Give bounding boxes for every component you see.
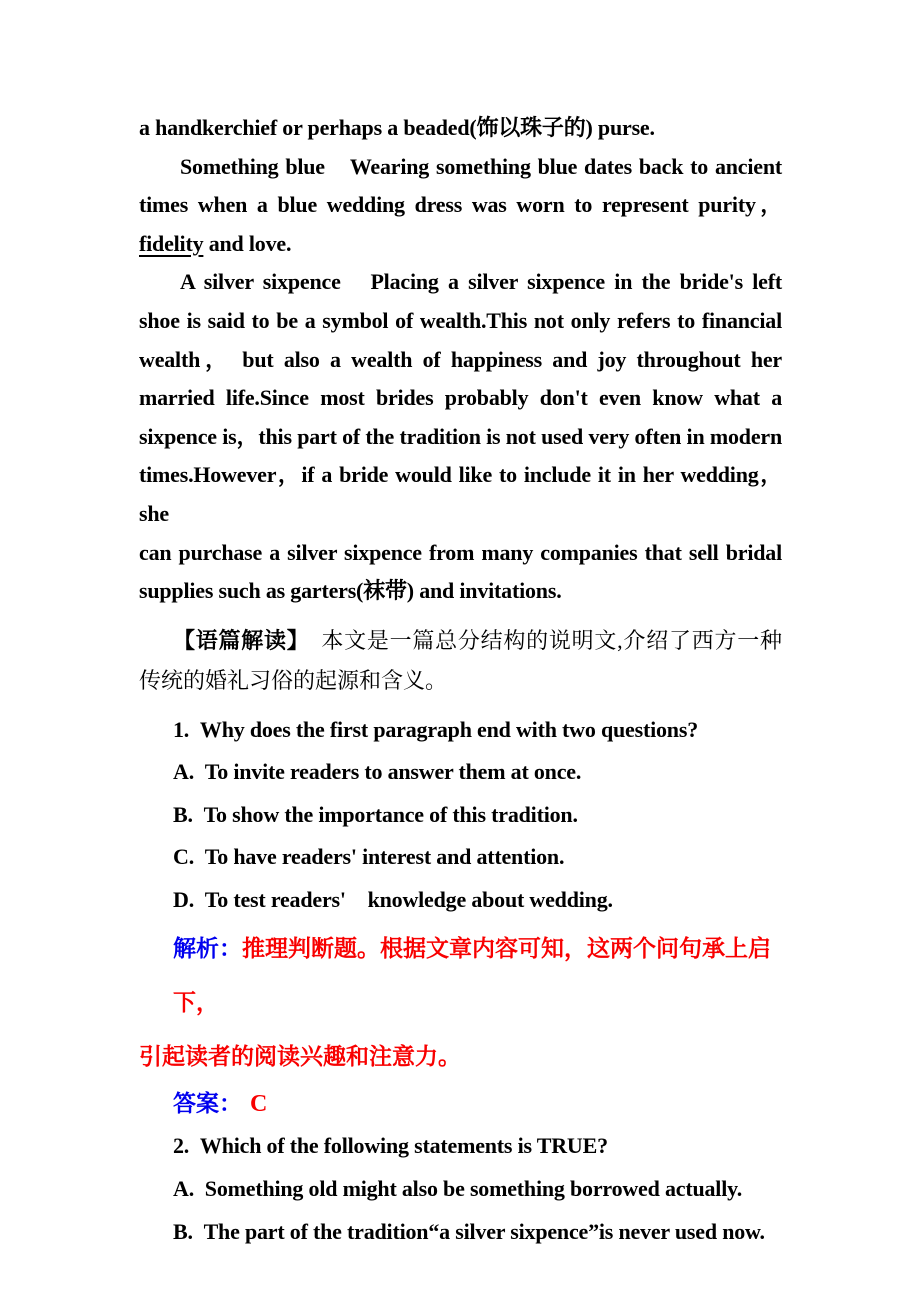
summary-label: 【语篇解读】 [173, 627, 299, 653]
underlined-word: fidelity [139, 230, 204, 256]
question-2-stem: 2. Which of the following statements is TRUE? [173, 1133, 608, 1159]
passage-line: times when a blue wedding dress was worn to represent purity， [139, 192, 782, 218]
passage-line: married life.Since most brides probably don't even know what a [139, 385, 782, 411]
reading-passage [139, 109, 782, 611]
passage-line: Something blue Wearing something blue dates back to ancient [180, 153, 782, 179]
question-1-option-a: A. To invite readers to answer them at once. [173, 759, 582, 785]
question-1-option-c: C. To have readers' interest and attention. [173, 844, 565, 870]
passage-line: wealth， but also a wealth of happiness and joy throughout her [139, 346, 782, 372]
analysis-line: 引起读者的阅读兴趣和注意力。 [139, 1043, 461, 1070]
passage-line: A silver sixpence Placing a silver sixpence in the bride's left [180, 269, 782, 295]
answer-letter: C [250, 1091, 268, 1118]
answer-label: 答案： [173, 1090, 242, 1117]
question-1-option-d: D. To test readers' knowledge about wedding. [173, 886, 613, 912]
question-1-option-b: B. To show the importance of this tradition. [173, 801, 578, 827]
summary-line: 传统的婚礼习俗的起源和含义。 [139, 667, 448, 693]
analysis-label: 解析： [173, 935, 242, 962]
question-2-option-b: B. The part of the tradition“a silver sixpence”is never used now. [173, 1219, 765, 1245]
passage-line: sixpence is，this part of the tradition is not used very often in modern [139, 423, 782, 449]
analysis-line [139, 921, 782, 1029]
question-1 [139, 709, 782, 922]
question-2 [139, 1124, 782, 1253]
question-2-option-a: A. Something old might also be something borrowed actually. [173, 1176, 742, 1202]
summary-line [139, 621, 782, 661]
passage-line [139, 225, 782, 264]
passage-text: and love. [203, 230, 292, 256]
question-1-analysis [139, 921, 782, 1083]
passage-summary [139, 621, 782, 701]
analysis-text: 推理判断题。根据文章内容可知，这两个问句承上启下， [173, 935, 771, 1016]
passage-line: can purchase a silver sixpence from many companies that sell bridal [139, 539, 782, 565]
passage-line: a handkerchief or perhaps a beaded(饰以珠子的) purse. [139, 115, 655, 140]
passage-line: times.However，if a bride would like to include it in her wedding，she [139, 462, 782, 526]
question-1-stem: 1. Why does the first paragraph end with two questions? [173, 716, 698, 742]
passage-line: supplies such as garters(袜带) and invitations. [139, 578, 562, 604]
question-1-answer [139, 1083, 782, 1124]
passage-line: shoe is said to be a symbol of wealth.This not only refers to financial [139, 307, 782, 333]
summary-text: 本文是一篇总分结构的说明文,介绍了西方一种 [298, 627, 782, 653]
